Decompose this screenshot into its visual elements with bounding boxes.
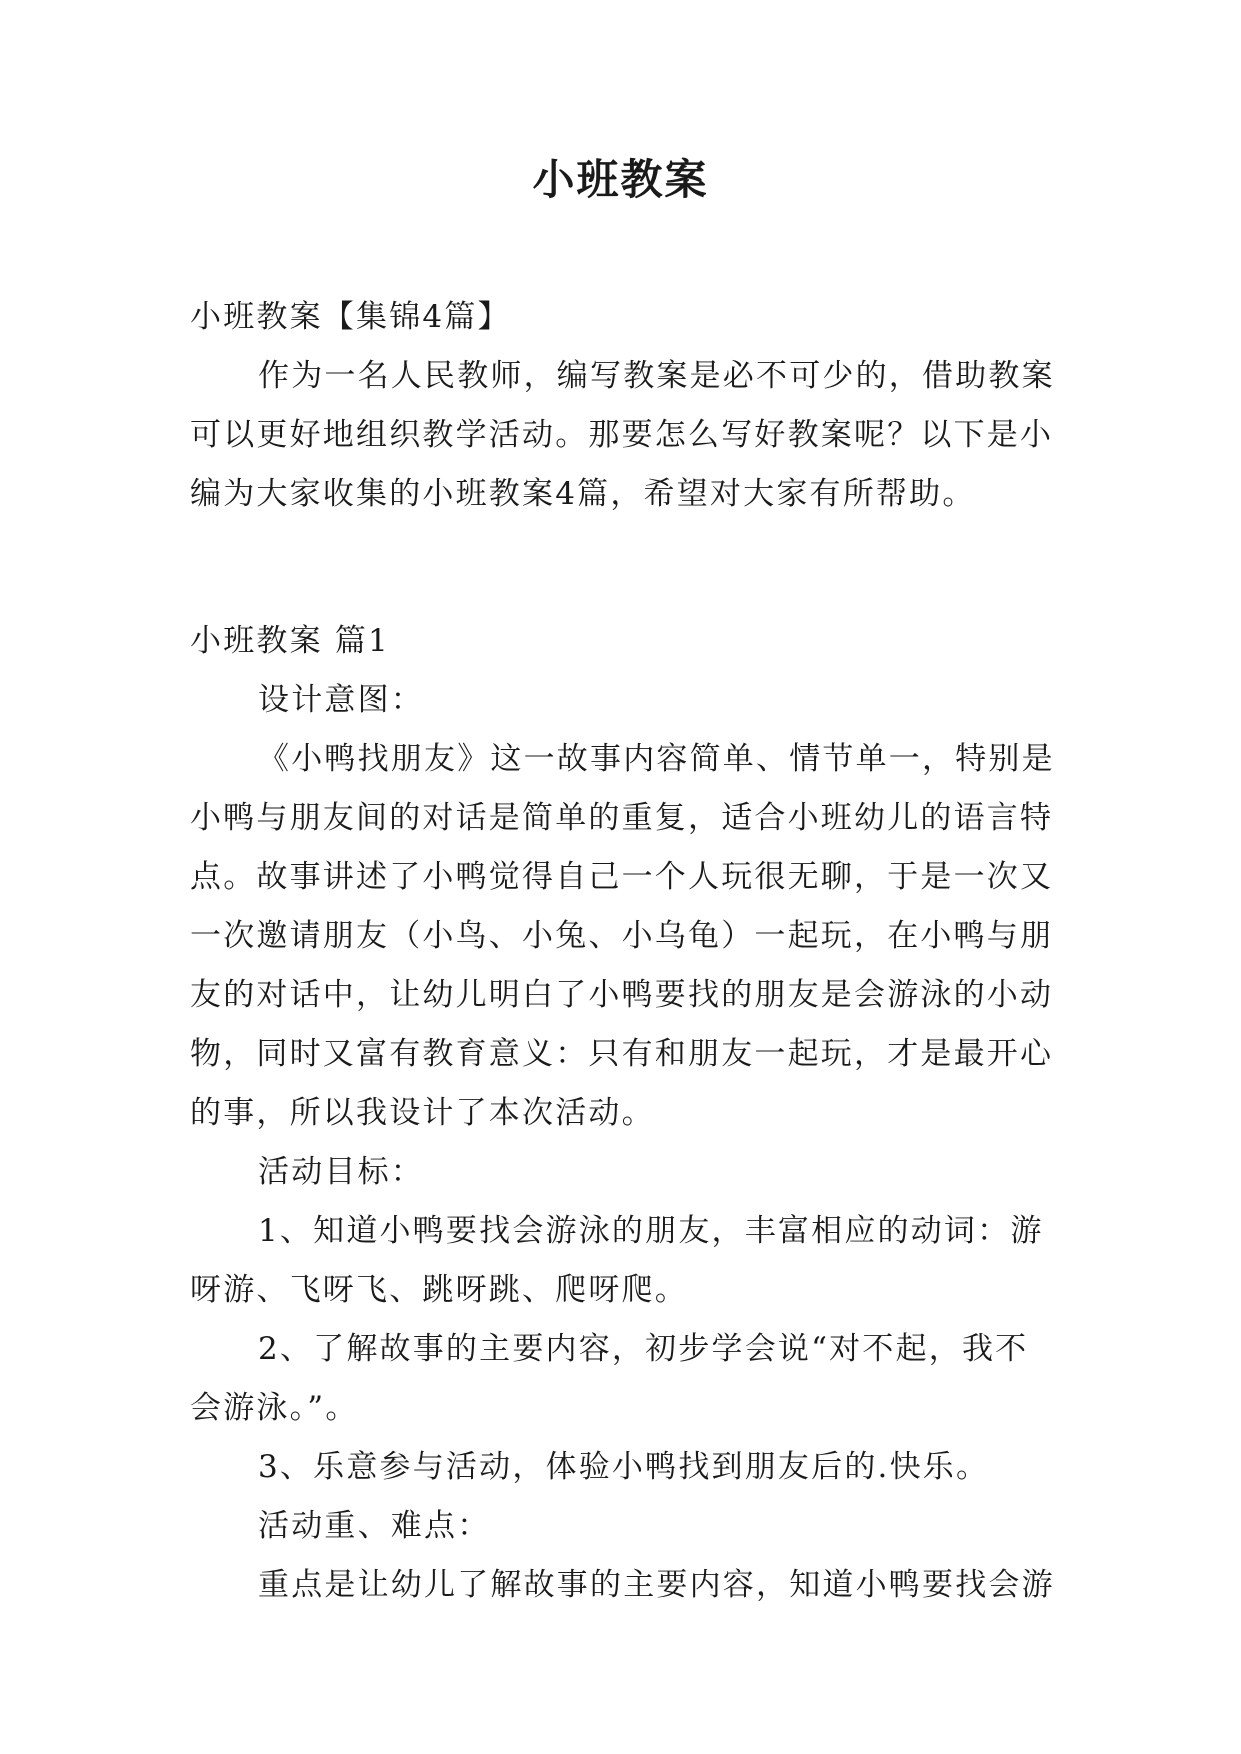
design-intent-label: 设计意图： — [258, 682, 424, 718]
goal-1-line: 1、知道小鸭要找会游泳的朋友，丰富相应的动词：游 — [258, 1213, 1044, 1249]
goal-2-line: 2、了解故事的主要内容，初步学会说“对不起，我不 — [258, 1331, 1029, 1367]
design-intent-line: 点。故事讲述了小鸭觉得自己一个人玩很无聊，于是一次又 — [190, 859, 1054, 895]
document-title: 小班教案 — [532, 155, 709, 204]
design-intent-line: 的事，所以我设计了本次活动。 — [190, 1095, 655, 1131]
section-gap — [190, 524, 1056, 612]
goals-label: 活动目标： — [258, 1154, 424, 1190]
design-intent-line: 一次邀请朋友（小鸟、小兔、小乌龟）一起玩，在小鸭与朋 — [190, 918, 1054, 954]
design-intent-line: 《小鸭找朋友》这一故事内容简单、情节单一，特别是 — [258, 741, 1055, 777]
intro-heading: 小班教案【集锦4篇】 — [190, 299, 511, 335]
intro-paragraph-line: 编为大家收集的小班教案4篇，希望对大家有所帮助。 — [190, 476, 976, 512]
intro-paragraph-line: 作为一名人民教师，编写教案是必不可少的，借助教案 — [258, 358, 1055, 394]
section-heading: 小班教案 篇1 — [190, 623, 390, 659]
design-intent-line: 物，同时又富有教育意义：只有和朋友一起玩，才是最开心 — [190, 1036, 1054, 1072]
goal-2-line: 会游泳。”。 — [190, 1390, 359, 1426]
goal-1-line: 呀游、飞呀飞、跳呀跳、爬呀爬。 — [190, 1272, 688, 1308]
key-points-line: 重点是让幼儿了解故事的主要内容，知道小鸭要找会游 — [258, 1567, 1055, 1603]
design-intent-line: 小鸭与朋友间的对话是简单的重复，适合小班幼儿的语言特 — [190, 800, 1054, 836]
design-intent-line: 友的对话中，让幼儿明白了小鸭要找的朋友是会游泳的小动 — [190, 977, 1054, 1013]
document-body — [190, 288, 1056, 1615]
goal-3-line: 3、乐意参与活动，体验小鸭找到朋友后的.快乐。 — [258, 1449, 990, 1485]
intro-paragraph-line: 可以更好地组织教学活动。那要怎么写好教案呢？以下是小 — [190, 417, 1054, 453]
key-points-label: 活动重、难点： — [258, 1508, 491, 1544]
